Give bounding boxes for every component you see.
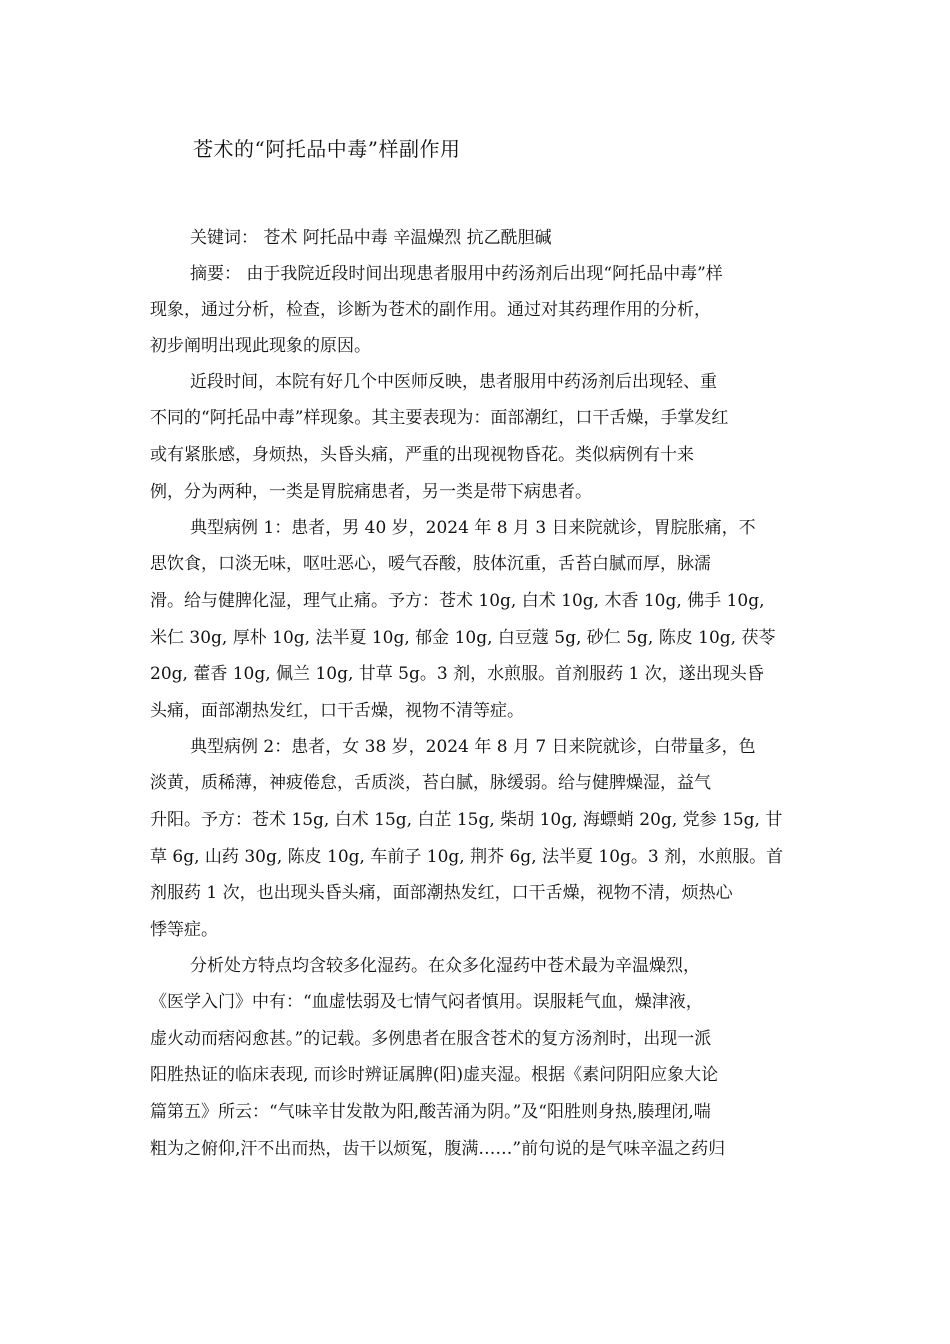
abstract-line: 初步阐明出现此现象的原因。	[150, 336, 371, 356]
paragraph-line: 例，分为两种，一类是胃脘痛患者，另一类是带下病患者。	[150, 482, 592, 502]
analysis-line: 篇第五》所云：“气味辛甘发散为阳,酸苦涌为阴。”及“阳胜则身热,腠理闭,喘	[150, 1102, 711, 1122]
case-2-line: 升阳。予方：苍术 15g, 白术 15g, 白芷 15g, 柴胡 10g, 海螵蛸 20g, 党参 15g, 甘	[150, 810, 783, 830]
analysis-line: 粗为之俯仰,汗不出而热，齿干以烦冤，腹满……”前句说的是气味辛温之药归	[150, 1139, 726, 1159]
case-2-line: 剂服药 1 次，也出现头昏头痛，面部潮热发红，口干舌燥，视物不清，烦热心	[150, 883, 733, 903]
abstract-line: 摘要： 由于我院近段时间出现患者服用中药汤剂后出现“阿托品中毒”样	[190, 264, 723, 284]
analysis-line: 《医学入门》中有：“血虚怯弱及七情气闷者慎用。误服耗气血，燥津液，	[150, 992, 703, 1012]
document-title: 苍术的“阿托品中毒”样副作用	[193, 137, 461, 161]
case-1-line: 思饮食，口淡无味，呕吐恶心，嗳气吞酸，肢体沉重，舌苔白腻而厚，脉濡	[150, 554, 711, 574]
case-1-line: 头痛，面部潮热发红，口干舌燥，视物不清等症。	[150, 701, 524, 721]
keywords-line: 关键词： 苍术 阿托品中毒 辛温燥烈 抗乙酰胆碱	[190, 228, 552, 248]
case-2-line: 典型病例 2：患者，女 38 岁，2024 年 8 月 7 日来院就诊，白带量多，色	[190, 737, 756, 757]
case-1-line: 米仁 30g, 厚朴 10g, 法半夏 10g, 郁金 10g, 白豆蔻 5g, 砂仁 5g, 陈皮 10g, 茯苓	[150, 628, 776, 648]
case-1-line: 典型病例 1：患者，男 40 岁，2024 年 8 月 3 日来院就诊，胃脘胀痛，不	[190, 518, 756, 538]
paragraph-line: 不同的“阿托品中毒”样现象。其主要表现为：面部潮红，口干舌燥，手掌发红	[150, 408, 729, 428]
case-1-line: 20g, 藿香 10g, 佩兰 10g, 甘草 5g。3 剂，水煎服。首剂服药 1 次，遂出现头昏	[150, 664, 764, 684]
analysis-line: 阳胜热证的临床表现, 而诊时辨证属脾(阳)虚夹湿。根据《素问阴阳应象大论	[150, 1065, 719, 1085]
case-2-line: 悸等症。	[150, 920, 218, 940]
case-2-line: 草 6g, 山药 30g, 陈皮 10g, 车前子 10g, 荆芥 6g, 法半夏 10g。3 剂，水煎服。首	[150, 847, 784, 867]
paragraph-line: 近段时间，本院有好几个中医师反映，患者服用中药汤剂后出现轻、重	[190, 372, 717, 392]
case-2-line: 淡黄，质稀薄，神疲倦怠，舌质淡，苔白腻，脉缓弱。给与健脾燥湿，益气	[150, 773, 711, 793]
analysis-line: 虚火动而痞闷愈甚。”的记载。多例患者在服含苍术的复方汤剂时，出现一派	[150, 1029, 712, 1049]
paragraph-line: 或有紧胀感，身烦热，头昏头痛，严重的出现视物昏花。类似病例有十来	[150, 445, 694, 465]
abstract-line: 现象，通过分析，检查，诊断为苍术的副作用。通过对其药理作用的分析，	[150, 300, 711, 320]
analysis-line: 分析处方特点均含较多化湿药。在众多化湿药中苍术最为辛温燥烈，	[190, 956, 700, 976]
case-1-line: 滑。给与健脾化湿，理气止痛。予方：苍术 10g, 白术 10g, 木香 10g, 佛手 10g,	[150, 591, 765, 611]
